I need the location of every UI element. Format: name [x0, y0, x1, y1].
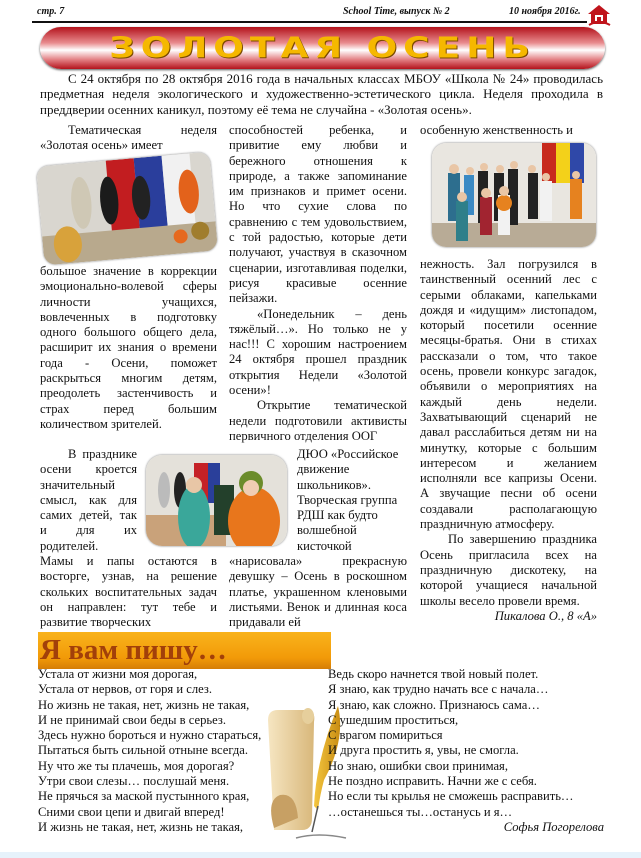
poem-line: Я знаю, как трудно начать все с начала…: [328, 682, 549, 697]
col2-paragraph-2: «Понедельник – день тяжёлый…». Но только не у нас!!! С хорошим настроением 24 октября прошел праздник открытия Недели «Золотой осени»!: [229, 306, 407, 398]
intro-text: С 24 октября по 28 октября 2016 года в начальных классах МБОУ «Школа № 24» проводилась предметная неделя экологического и художественно-эстетического цикла. Неделя проходила в преддверии осенних каникул, поэтому её тема не случайна - «Золотая осень».: [40, 71, 603, 117]
article-column-1-end: [40, 554, 217, 630]
col2-paragraph-3-top: Открытие тематической недели подготовили активисты первичного отделения ООГ: [229, 398, 407, 443]
article-column-2-narrow: [297, 447, 407, 554]
poem-line: Устала от жизни моя дорогая,: [38, 667, 198, 681]
poem-right-column: [328, 667, 604, 835]
page-bottom-edge: [0, 852, 641, 858]
poem-line: Но знаю, ошибки свои принимая,: [328, 758, 509, 773]
poem-line: Пытаться быть сильной отныне всегда.: [38, 743, 249, 758]
poem-title: Я вам пишу…: [40, 634, 227, 666]
article-author: Пикалова О., 8 «А»: [494, 608, 597, 623]
poem-line: Не прячься за маской пустынного края,: [38, 789, 250, 804]
col2-paragraph-3-narrow: ДЮО «Российское движение школьников». Творческая группа РДШ как будто волшебной кисточкой: [297, 447, 399, 553]
poem-left-column: [38, 667, 261, 835]
col1-paragraph-1-rest: большое значение в коррекции эмоционально-волевой сферы личности учащихся, вовлеченных в подготовку одного большого общего дела, расширит их знания о времени года - Осени, поможет раскрыться многим детям, преодолеть застенчивость и страх перед большим количеством зрителей.: [40, 264, 217, 431]
photo-stage-performance: [36, 152, 218, 266]
poem-line: И друга простить я, увы, не смогла.: [328, 743, 519, 758]
article-column-2-end: [229, 554, 407, 630]
poem-line: Ведь скоро начнется твой новый полет.: [328, 667, 539, 681]
poem-line: Но если ты крылья не сможешь расправить…: [328, 789, 574, 804]
page-number: стр. 7: [37, 6, 65, 17]
poem-author: Софья Погорелова: [503, 819, 604, 834]
article-column-3: [420, 123, 597, 138]
col3-paragraph-1-rest: нежность. Зал погрузился в таинственный осенний лес с серыми облаками, капельками дождя и «идущим» листопадом, который посетили осенние месяцы-братья. Они в стихах рассказали о том, что такое осень, провели конкурс загадок, объявили о мероприятиях на каждый день недели. Захватывающий сценарий не давал расслабиться детям ни на минутку, которые с большим интересом и желанием исполняли все капризы Осени. А звучащие песни об осени создавали располагающую праздничную атмосферу.: [420, 257, 597, 532]
poem-line: Сними свои цепи и двигай вперед!: [38, 804, 225, 819]
col1-paragraph-3: Мамы и папы остаются в восторге, узнав, на решение скольких воспитательных задач он направлен: тут тебе и развитие творческих: [40, 554, 217, 630]
poem-line: Но жизнь не такая, нет, жизнь не такая,: [38, 697, 250, 712]
article-column-3-body: [420, 257, 597, 624]
house-icon: [586, 4, 612, 26]
col1-paragraph-2: В празднике осени кроется значительный смысл, как для самих детей, так и для их родителей.: [40, 447, 137, 553]
col2-paragraph-1: способностей ребенка, и привитие ему любви и бережного отношения к природе, а также запоминание им признаков и примет осени. Но что сухие слова по сравнению с тем удовольствием, с той радостью, которые дети получают, участвуя в сказочном сценарии, изготавливая поделки, рисуя красивые осенние пейзажи.: [229, 123, 407, 306]
poem-line: Я знаю, как сложно. Признаюсь сама…: [328, 697, 540, 712]
poem-line: И не принимай свои беды в серьез.: [38, 712, 226, 727]
article-column-1-narrow: [40, 447, 137, 554]
article-column-2: [229, 123, 407, 444]
col3-paragraph-2: По завершению праздника Осень пригласила всех на праздничную дискотеку, на которой учащиеся начальной школы весело провели время.: [420, 532, 597, 608]
poem-line: Ну что же ты плачешь, моя дорогая?: [38, 758, 235, 773]
header-rule: [32, 21, 587, 23]
intro-paragraph: [40, 71, 603, 117]
banner-title: ЗОЛОТАЯ ОСЕНЬ: [109, 32, 536, 65]
col1-paragraph-1-top: Тематическая неделя «Золотая осень» имеет: [40, 123, 217, 153]
photo-group: [432, 143, 596, 247]
poem-line: Утри свои слезы… послушай меня.: [38, 774, 230, 789]
col3-paragraph-1-top: особенную женственность и: [420, 123, 573, 137]
photo-autumn-girl: [146, 455, 287, 546]
poem-line: Здесь нужно бороться и нужно стараться,: [38, 728, 262, 743]
poem-line: И жизнь не такая, нет, жизнь не такая,: [38, 819, 244, 834]
poem-line: …останешься ты…останусь и я…: [328, 804, 513, 819]
article-column-1-body: [40, 264, 217, 432]
issue-date: 10 ноября 2016г.: [509, 6, 581, 17]
poem-line: С врагом помириться: [328, 728, 443, 743]
poem-line: Не поздно исправить. Начни же с себя.: [328, 774, 537, 789]
title-banner: [40, 27, 605, 69]
col2-paragraph-3-rest: «нарисовала» прекрасную девушку – Осень в роскошном платье, украшенном кленовыми листьями. Венок и длинная коса придавали ей: [229, 554, 407, 630]
poem-line: Устала от нервов, от горя и слез.: [38, 682, 212, 697]
publication-name: School Time, выпуск № 2: [343, 6, 450, 17]
article-column-1: [40, 123, 217, 154]
poem-line: С ушедшим проститься,: [328, 712, 459, 727]
